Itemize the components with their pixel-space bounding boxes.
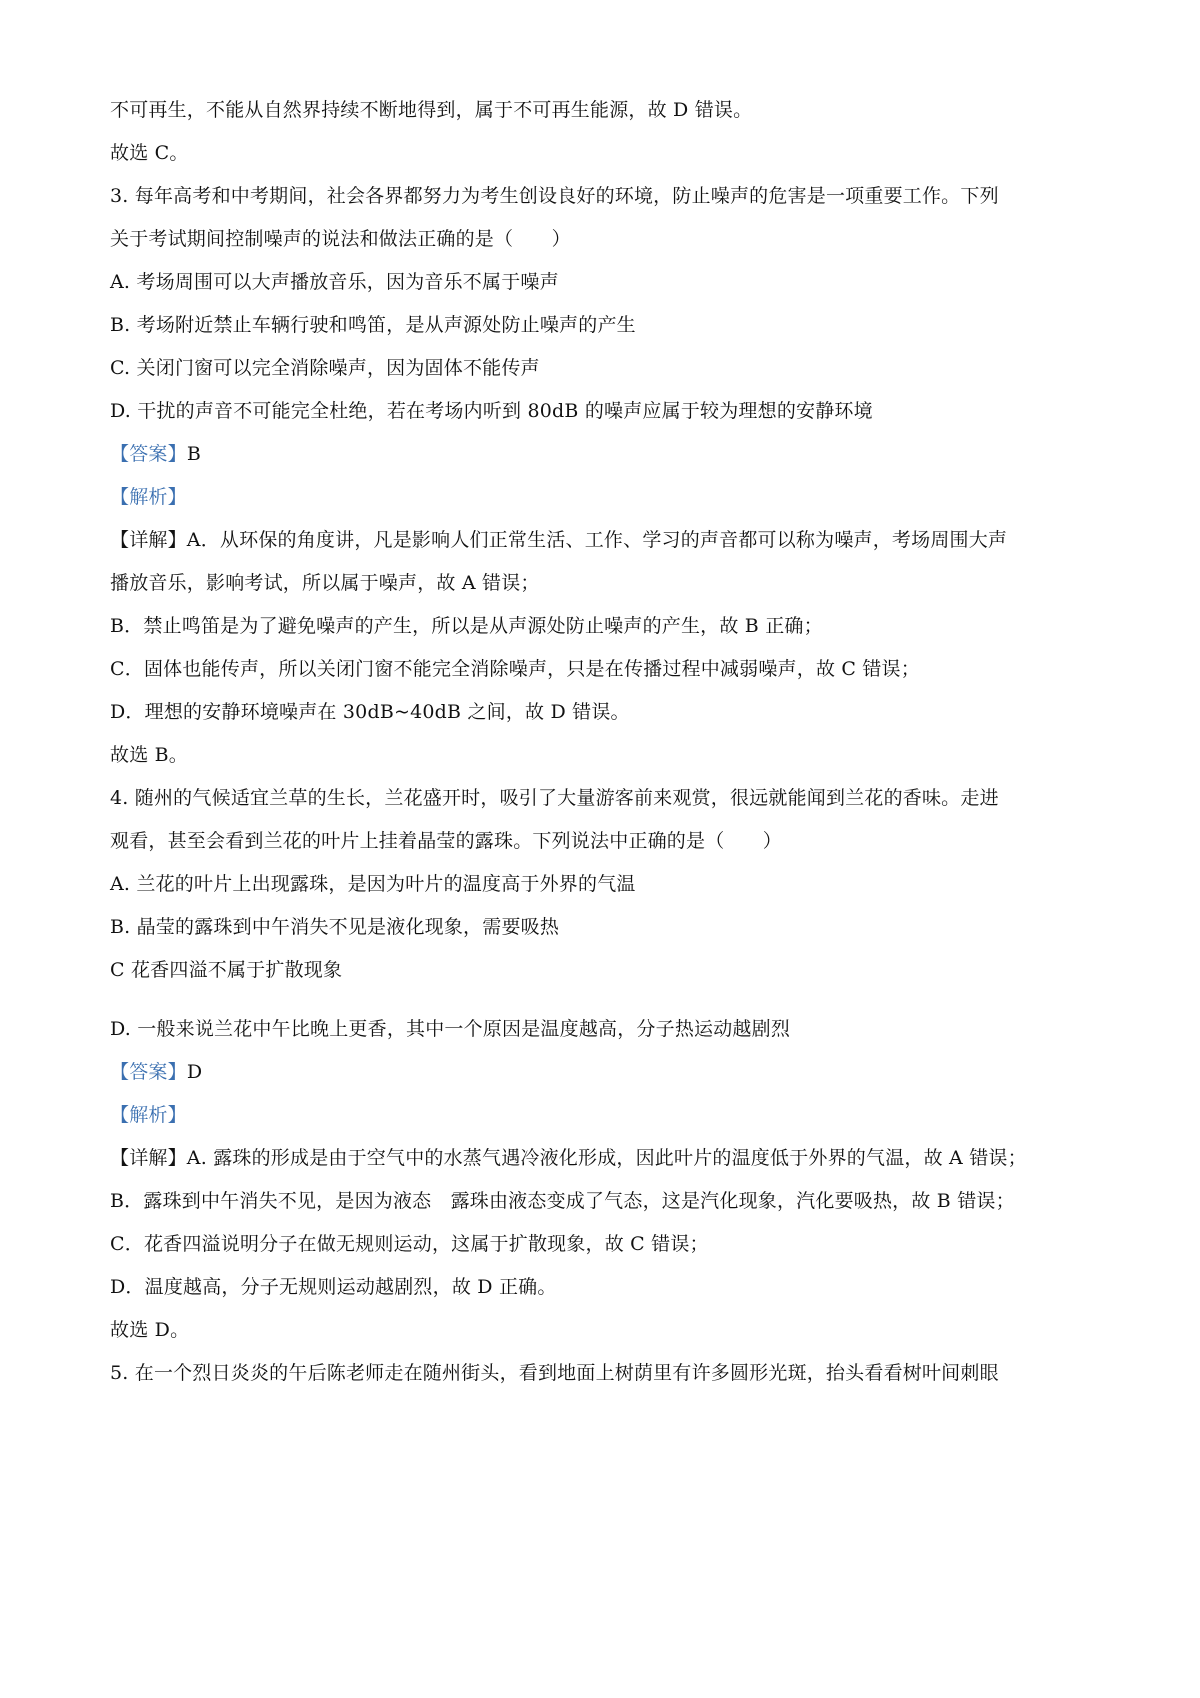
q3-option-c: C. 关闭门窗可以完全消除噪声，因为固体不能传声 <box>110 357 540 379</box>
question-5-stem: 5. 在一个烈日炎炎的午后陈老师走在随州街头，看到地面上树荫里有许多圆形光斑，抬头看看树叶间刺眼 <box>110 1362 999 1384</box>
q3-conclusion: 故选 B。 <box>110 744 189 766</box>
q3-option-d: D. 干扰的声音不可能完全杜绝，若在考场内听到 80dB 的噪声应属于较为理想的安静环境 <box>110 400 873 422</box>
q4-answer-value: D <box>186 1061 203 1083</box>
question-4-stem: 4. 随州的气候适宜兰草的生长，兰花盛开时，吸引了大量游客前来观赏，很远就能闻到兰花的香味。走进 <box>110 787 999 809</box>
q4-analysis-line <box>110 1103 187 1127</box>
q4-detail-line: C．花香四溢说明分子在做无规则运动，这属于扩散现象，故 C 错误； <box>110 1233 709 1255</box>
question-4-stem-cont: 观看，甚至会看到兰花的叶片上挂着晶莹的露珠。下列说法中正确的是（ ） <box>110 830 783 852</box>
analysis-tag: 【解析】 <box>110 486 187 508</box>
q4-option-a: A. 兰花的叶片上出现露珠，是因为叶片的温度高于外界的气温 <box>110 873 636 895</box>
q3-analysis-line <box>110 485 187 509</box>
q3-detail-line: 【详解】A．从环保的角度讲，凡是影响人们正常生活、工作、学习的声音都可以称为噪声，考场周围大声 <box>110 529 1008 551</box>
q3-detail-line: D．理想的安静环境噪声在 30dB~40dB 之间，故 D 错误。 <box>110 701 630 723</box>
q4-option-d: D. 一般来说兰花中午比晚上更香，其中一个原因是温度越高，分子热运动越剧烈 <box>110 1018 791 1040</box>
q3-detail-line: B．禁止鸣笛是为了避免噪声的产生，所以是从声源处防止噪声的产生，故 B 正确； <box>110 615 823 637</box>
answer-tag: 【答案】 <box>110 443 187 465</box>
analysis-tag: 【解析】 <box>110 1104 187 1126</box>
q4-conclusion: 故选 D。 <box>110 1319 190 1341</box>
q4-answer-line <box>110 1060 202 1084</box>
question-3-stem-cont: 关于考试期间控制噪声的说法和做法正确的是（ ） <box>110 228 571 250</box>
q4-detail-line: D．温度越高，分子无规则运动越剧烈，故 D 正确。 <box>110 1276 557 1298</box>
q3-detail-line: C．固体也能传声，所以关闭门窗不能完全消除噪声，只是在传播过程中减弱噪声，故 C 错误； <box>110 658 920 680</box>
answer-tag: 【答案】 <box>110 1061 187 1083</box>
q3-answer-line <box>110 442 201 466</box>
q3-option-b: B. 考场附近禁止车辆行驶和鸣笛，是从声源处防止噪声的产生 <box>110 314 636 336</box>
question-3-stem: 3. 每年高考和中考期间，社会各界都努力为考生创设良好的环境，防止噪声的危害是一项重要工作。下列 <box>110 185 999 207</box>
q4-detail-line: B．露珠到中午消失不见，是因为液态 露珠由液态变成了气态，这是汽化现象，汽化要吸热，故 B 错误； <box>110 1190 1015 1212</box>
q4-detail-line: 【详解】A. 露珠的形成是由于空气中的水蒸气遇冷液化形成，因此叶片的温度低于外界的气温，故 A 错误； <box>110 1147 1027 1169</box>
q3-detail-line: 播放音乐，影响考试，所以属于噪声，故 A 错误； <box>110 572 540 594</box>
q3-option-a: A. 考场周围可以大声播放音乐，因为音乐不属于噪声 <box>110 271 559 293</box>
q4-option-b: B. 晶莹的露珠到中午消失不见是液化现象，需要吸热 <box>110 916 560 938</box>
text-line: 不可再生，不能从自然界持续不断地得到，属于不可再生能源，故 D 错误。 <box>110 99 753 121</box>
text-line: 故选 C。 <box>110 142 189 164</box>
q3-answer-value: B <box>186 443 201 465</box>
q4-option-c: C 花香四溢不属于扩散现象 <box>110 959 343 981</box>
